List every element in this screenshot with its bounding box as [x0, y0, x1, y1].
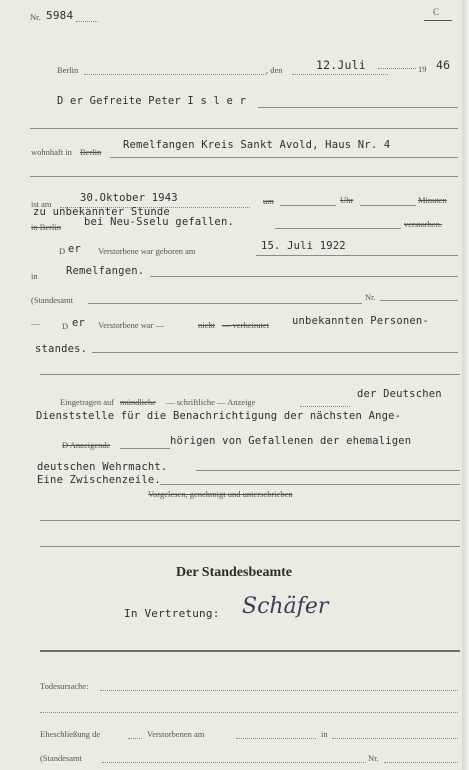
death-time: zu unbekannter Stunde — [33, 206, 170, 218]
death-place: bei Neu-Sselu gefallen. — [84, 216, 234, 228]
year-suffix: 46 — [436, 58, 451, 72]
person-name: D er Gefreite Peter I s l e r — [57, 95, 247, 107]
official-title: Der Standesbeamte — [176, 565, 293, 580]
minuten-label: Minuten — [418, 195, 447, 205]
blank-line-5 — [40, 546, 460, 547]
todesursache-label: Todesursache: — [40, 681, 89, 691]
registered-value-2: Dienststelle für die Benachrichtigung der nächsten Ange- — [36, 410, 402, 422]
death-date: 30.Oktober 1943 — [80, 192, 178, 204]
nr-dotline — [76, 21, 98, 22]
eheschliessung-dotline — [128, 738, 142, 739]
uhr-line — [360, 205, 416, 206]
registered-anzeigende: D Anzeigende — [62, 440, 111, 450]
todesursache-dotline-2 — [40, 712, 458, 713]
document-date: 12.Juli — [316, 58, 366, 72]
marital-value: unbekannten Personen- — [292, 315, 429, 327]
registered-schriftliche: — schriftliche — Anzeige — [166, 397, 256, 407]
blank-line-2 — [30, 176, 458, 177]
year-prefix: 19 — [418, 64, 427, 74]
todesursache-dotline — [100, 690, 458, 691]
wehrmacht-line — [196, 470, 460, 471]
registered-label: Eingetragen auf — [60, 397, 115, 407]
birth-prefix: D — [59, 246, 66, 256]
birth-nr-line — [380, 300, 458, 301]
registered-value-5: Eine Zwischenzeile. — [37, 474, 161, 486]
footer-in-label: in — [321, 729, 328, 739]
marital-prefix-typed: er — [72, 317, 86, 329]
city-dotline — [84, 74, 266, 75]
den-label: , den — [266, 65, 283, 75]
name-line — [258, 107, 458, 108]
registered-value-1: der Deutschen — [357, 388, 442, 400]
nr-label: Nr. — [30, 12, 41, 22]
blank-line-3 — [40, 374, 460, 375]
birth-date-line — [256, 255, 458, 256]
footer-in-dotline — [332, 738, 458, 739]
um-line — [280, 205, 336, 206]
in-vertretung-label: In Vertretung: — [124, 607, 220, 620]
verstorbenen-am-dotline — [236, 738, 316, 739]
zwischenzeile-line — [160, 484, 460, 485]
birth-nr-label: Nr. — [365, 292, 376, 302]
birth-prefix-typed: er — [68, 243, 82, 255]
anzeigende-line — [120, 448, 170, 449]
corner-mark: C — [433, 7, 440, 17]
vorgelesen-label: Vorgelesen, genehmigt und unterschrieben — [148, 489, 293, 499]
residence-struck-city: Berlin — [80, 147, 102, 157]
birth-label: Verstorbene war geboren am — [98, 246, 196, 256]
marital-label: Verstorbene war — — [98, 320, 165, 330]
marital-dash: — — [31, 318, 40, 328]
city-label: Berlin — [57, 65, 79, 75]
birth-in-label: in — [31, 271, 38, 281]
in-berlin-label: in Berlin — [31, 222, 61, 232]
verstorbenen-am-label: Verstorbenen am — [147, 729, 205, 739]
marital-line — [92, 352, 458, 353]
footer-standesamt-label: (Standesamt — [40, 753, 83, 763]
verstorben-label: verstorben. — [404, 219, 443, 229]
page-edge — [462, 0, 469, 770]
birth-place: Remelfangen. — [66, 265, 145, 277]
section-separator — [40, 650, 460, 652]
death-place-line — [275, 228, 401, 229]
registered-muendliche: mündliche — [120, 397, 156, 407]
um-label: um — [263, 196, 274, 206]
date-dotline-2 — [378, 68, 416, 69]
birth-place-line — [150, 276, 458, 277]
footer-nr-label: Nr. — [368, 753, 379, 763]
registered-value-4: deutschen Wehrmacht. — [37, 461, 168, 473]
footer-nr-dotline — [384, 762, 458, 763]
blank-line-1 — [30, 128, 458, 129]
birth-date: 15. Juli 1922 — [261, 240, 346, 252]
signature: Schäfer — [242, 594, 329, 619]
marital-continuation: standes. — [35, 343, 88, 355]
blank-line-4 — [40, 520, 460, 521]
birth-standesamt-label: (Standesamt — [31, 295, 74, 305]
marital-verheiratet: — verheiratet — [222, 320, 269, 330]
birth-standesamt-line — [88, 303, 362, 304]
residence-line — [110, 157, 458, 158]
registered-dotline — [300, 406, 350, 407]
residence-label: wohnhaft in — [31, 147, 72, 157]
eheschliessung-label: Eheschließung de — [40, 729, 101, 739]
ist-am-label: ist am — [31, 199, 52, 209]
residence-value: Remelfangen Kreis Sankt Avold, Haus Nr. 4 — [123, 139, 391, 151]
footer-standesamt-dotline — [102, 762, 366, 763]
marital-nicht: nicht — [198, 320, 215, 330]
register-number: 5984 — [46, 9, 74, 22]
marital-prefix: D — [62, 321, 69, 331]
date-dotline — [292, 74, 388, 75]
registered-value-3: hörigen von Gefallenen der ehemaligen — [170, 435, 412, 447]
uhr-label: Uhr — [340, 195, 354, 205]
